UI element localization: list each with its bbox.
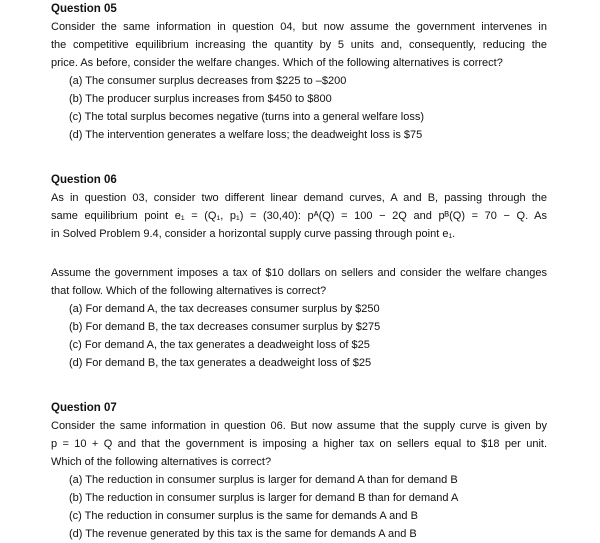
- question-06-option-a: (a) For demand A, the tax decreases consumer surplus by $250: [69, 303, 380, 315]
- question-05-option-c: (c) The total surplus becomes negative (turns into a general welfare loss): [69, 111, 425, 123]
- question-07-body: [51, 417, 547, 471]
- question-05-option-a: (a) The consumer surplus decreases from $225 to –$200: [69, 75, 347, 87]
- question-07-option-d: (d) The revenue generated by this tax is the same for demands A and B: [69, 528, 417, 540]
- question-05-line: the competitive equilibrium increasing the quantity by 5 units and, consequently, reducing the: [51, 39, 547, 51]
- question-06-line: in Solved Problem 9.4, consider a horizontal supply curve passing through point e₁.: [51, 228, 456, 240]
- document-page: [51, 0, 547, 543]
- question-07-option-a: (a) The reduction in consumer surplus is larger for demand A than for demand B: [69, 474, 458, 486]
- question-07-title: Question 07: [51, 402, 117, 414]
- question-05-option-d: (d) The intervention generates a welfare loss; the deadweight loss is $75: [69, 129, 423, 141]
- question-06-paragraph-2: [51, 264, 547, 300]
- question-06-option-b: (b) For demand B, the tax decreases consumer surplus by $275: [69, 321, 381, 333]
- question-06-option-d: (d) For demand B, the tax generates a deadweight loss of $25: [69, 357, 372, 369]
- question-07-line: Which of the following alternatives is correct?: [51, 456, 272, 468]
- question-05-line: price. As before, consider the welfare changes. Which of the following alternatives is correct?: [51, 57, 503, 69]
- question-07-option-b: (b) The reduction in consumer surplus is larger for demand B than for demand A: [69, 492, 459, 504]
- question-05-body: [51, 18, 547, 72]
- question-06-line: As in question 03, consider two different linear demand curves, A and B, passing through the: [51, 192, 547, 204]
- question-06-options: [51, 300, 547, 372]
- question-07-line-math: p = 10 + Q and that the government is imposing a higher tax on sellers equal to $18 per unit.: [51, 438, 547, 450]
- question-06-para2-line: Assume the government imposes a tax of $10 dollars on sellers and consider the welfare changes: [51, 267, 547, 279]
- question-06-para2-line: that follow. Which of the following alternatives is correct?: [51, 285, 327, 297]
- question-06-title: Question 06: [51, 174, 117, 186]
- question-06-option-c: (c) For demand A, the tax generates a deadweight loss of $25: [69, 339, 370, 351]
- question-06-body: [51, 189, 547, 243]
- question-05-line: Consider the same information in question 04, but now assume the government intervenes in: [51, 21, 547, 33]
- question-05-option-b: (b) The producer surplus increases from $450 to $800: [69, 93, 332, 105]
- question-07-line: Consider the same information in question 06. But now assume that the supply curve is given by: [51, 420, 547, 432]
- question-06-line-math: same equilibrium point e₁ = (Q₁, p₁) = (30,40): pᴬ(Q) = 100 − 2Q and pᴮ(Q) = 70 − Q. As: [51, 210, 547, 222]
- question-07-options: [51, 471, 547, 543]
- question-05-title: Question 05: [51, 3, 117, 15]
- question-05-options: [51, 72, 547, 144]
- question-07-option-c: (c) The reduction in consumer surplus is the same for demands A and B: [69, 510, 418, 522]
